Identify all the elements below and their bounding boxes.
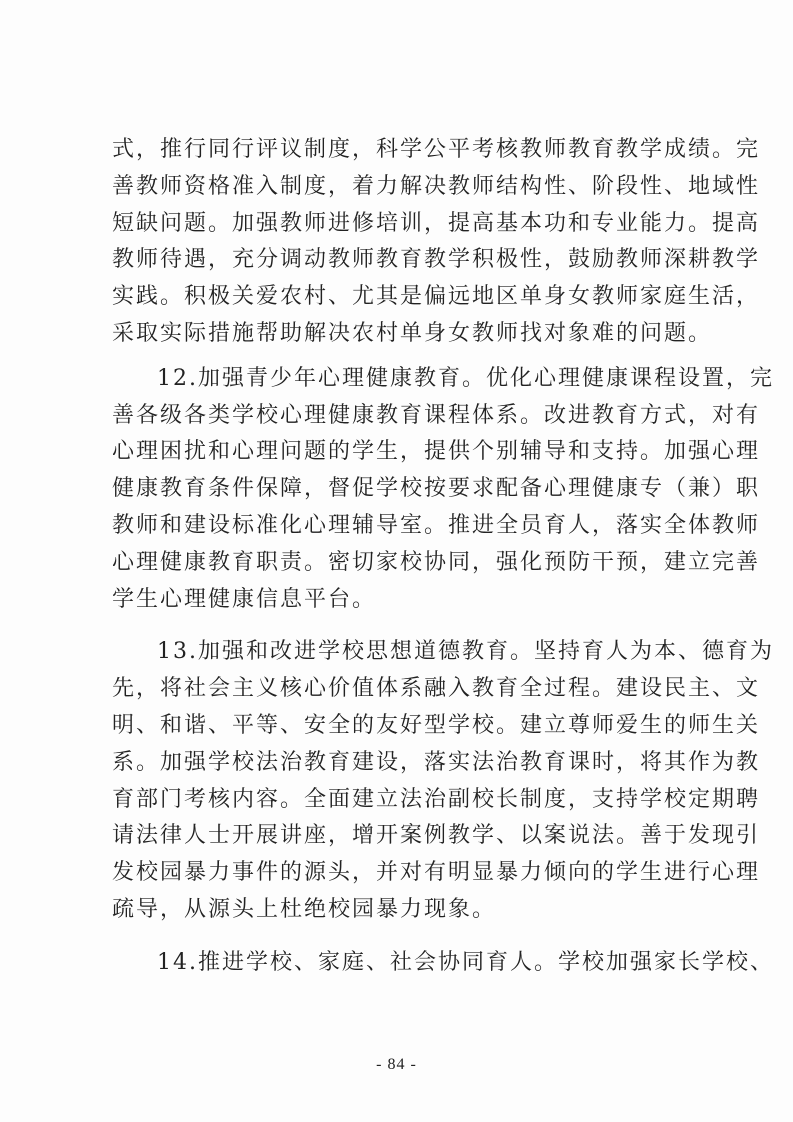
- text-line: 学生心理健康信息平台。: [112, 586, 377, 612]
- paragraph-12: [112, 361, 774, 619]
- text-line: 健康教育条件保障，督促学校按要求配备心理健康专（兼）职: [112, 476, 761, 502]
- text-line: 教师和建设标准化心理辅导室。推进全员育人，落实全体教师: [112, 512, 761, 538]
- text-line: 明、和谐、平等、安全的友好型学校。建立尊师爱生的师生关: [112, 712, 761, 738]
- text-line: 发校园暴力事件的源头，并对有明显暴力倾向的学生进行心理: [112, 860, 761, 886]
- text-line-first: 14.推进学校、家庭、社会协同育人。学校加强家长学校、: [157, 949, 774, 975]
- text-line: 心理困扰和心理问题的学生，提供个别辅导和支持。加强心理: [112, 439, 761, 465]
- paragraph-13: [112, 634, 774, 928]
- body-text: [112, 132, 774, 982]
- text-line: 疏导，从源头上杜绝校园暴力现象。: [112, 896, 497, 922]
- text-line: 善教师资格准入制度，着力解决教师结构性、阶段性、地域性: [112, 173, 761, 199]
- text-line: 教师待遇，充分调动教师教育教学积极性，鼓励教师深耕教学: [112, 247, 761, 273]
- text-line: 短缺问题。加强教师进修培训，提高基本功和专业能力。提高: [112, 210, 761, 236]
- text-line-first: 12.加强青少年心理健康教育。优化心理健康课程设置，完: [157, 365, 774, 391]
- text-line: 实践。积极关爱农村、尤其是偏远地区单身女教师家庭生活，: [112, 284, 761, 310]
- page-number: - 84 -: [376, 1056, 417, 1073]
- text-line: 系。加强学校法治教育建设，落实法治教育课时，将其作为教: [112, 749, 761, 775]
- text-line-first: 13.加强和改进学校思想道德教育。坚持育人为本、德育为: [157, 639, 774, 665]
- text-line: 育部门考核内容。全面建立法治副校长制度，支持学校定期聘: [112, 786, 761, 812]
- text-line: 心理健康教育职责。密切家校协同，强化预防干预，建立完善: [112, 549, 761, 575]
- text-line: 先，将社会主义核心价值体系融入教育全过程。建设民主、文: [112, 676, 761, 702]
- paragraph-14: [112, 945, 774, 982]
- text-line: 请法律人士开展讲座，增开案例教学、以案说法。善于发现引: [112, 823, 761, 849]
- text-line: 善各级各类学校心理健康教育课程体系。改进教育方式，对有: [112, 402, 761, 428]
- paragraph-11-continued: [112, 132, 761, 353]
- text-line: 采取实际措施帮助解决农村单身女教师找对象难的问题。: [112, 320, 713, 346]
- text-line: 式，推行同行评议制度，科学公平考核教师教育教学成绩。完: [112, 137, 761, 162]
